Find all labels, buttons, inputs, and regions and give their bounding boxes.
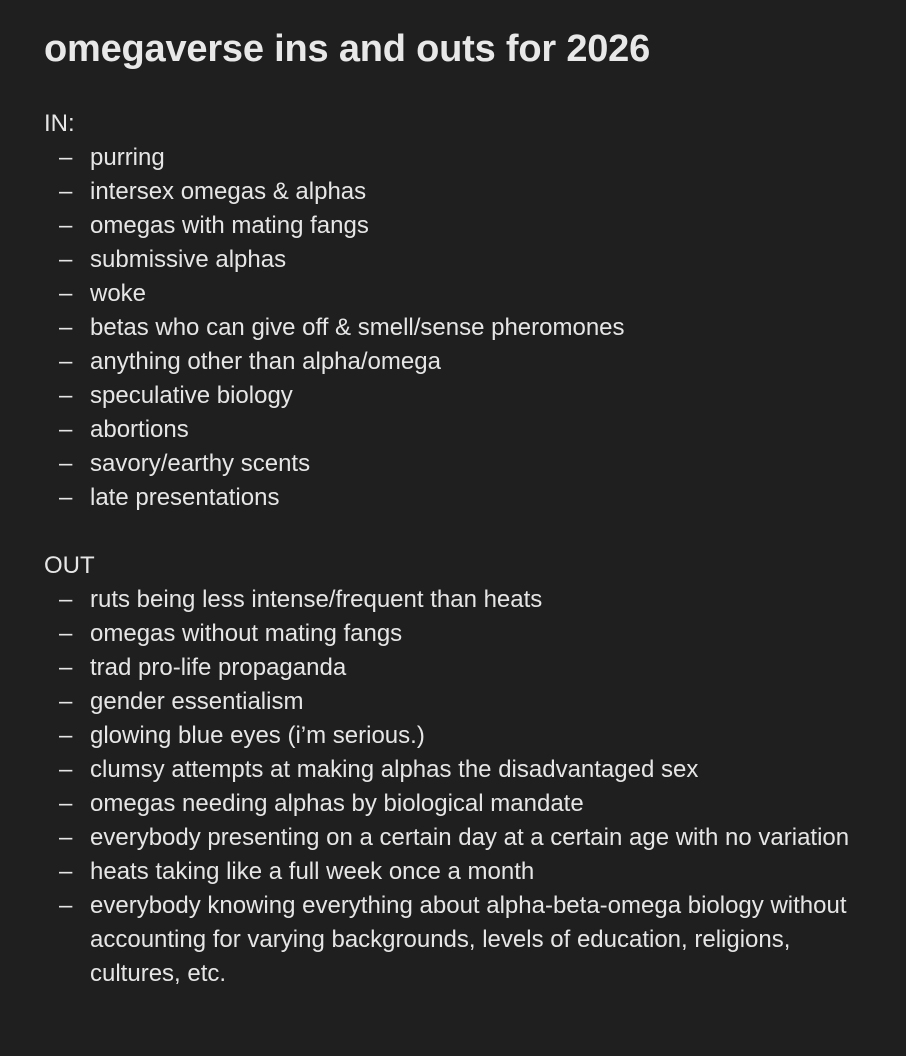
bullet-dash: – [59, 246, 73, 273]
list-item [44, 243, 886, 277]
list-item-text: ruts being less intense/frequent than heats [90, 586, 543, 613]
list-item-text: trad pro-life propaganda [90, 654, 347, 681]
list-item [44, 651, 886, 685]
list-item-text: intersex omegas & alphas [90, 178, 367, 205]
in-section-label: IN: [44, 110, 75, 137]
in-list [44, 141, 886, 515]
list-item-text: anything other than alpha/omega [90, 348, 441, 375]
bullet-dash: – [59, 892, 73, 919]
list-item [44, 277, 886, 311]
list-item-text: omegas needing alphas by biological mandate [90, 790, 584, 817]
list-item-text: purring [90, 144, 165, 171]
list-item-text: everybody knowing everything about alpha-beta-omega biology without accounting for varying backgrounds, levels of education, religions, cultures, etc. [90, 892, 847, 987]
list-item [44, 481, 886, 515]
bullet-dash: – [59, 654, 73, 681]
list-item [44, 141, 886, 175]
note-title: omegaverse ins and outs for 2026 [44, 28, 651, 70]
bullet-dash: – [59, 144, 73, 171]
bullet-dash: – [59, 212, 73, 239]
list-item [44, 787, 886, 821]
bullet-dash: – [59, 790, 73, 817]
list-item [44, 889, 886, 991]
bullet-dash: – [59, 722, 73, 749]
bullet-dash: – [59, 620, 73, 647]
bullet-dash: – [59, 824, 73, 851]
bullet-dash: – [59, 178, 73, 205]
list-item [44, 379, 886, 413]
list-item [44, 209, 886, 243]
list-item-text: speculative biology [90, 382, 293, 409]
list-item [44, 175, 886, 209]
bullet-dash: – [59, 450, 73, 477]
out-section-label: OUT [44, 552, 95, 579]
bullet-dash: – [59, 348, 73, 375]
bullet-dash: – [59, 314, 73, 341]
list-item [44, 413, 886, 447]
list-item [44, 685, 886, 719]
list-item-text: gender essentialism [90, 688, 304, 715]
list-item [44, 583, 886, 617]
list-item [44, 311, 886, 345]
list-item [44, 821, 886, 855]
bullet-dash: – [59, 858, 73, 885]
bullet-dash: – [59, 484, 73, 511]
list-item [44, 855, 886, 889]
list-item-text: abortions [90, 416, 189, 443]
list-item-text: glowing blue eyes (i’m serious.) [90, 722, 425, 749]
bullet-dash: – [59, 416, 73, 443]
out-list [44, 583, 886, 991]
list-item-text: submissive alphas [90, 246, 287, 273]
list-item [44, 447, 886, 481]
list-item-text: woke [90, 280, 147, 307]
bullet-dash: – [59, 756, 73, 783]
bullet-dash: – [59, 382, 73, 409]
list-item [44, 617, 886, 651]
bullet-dash: – [59, 586, 73, 613]
list-item-text: omegas without mating fangs [90, 620, 403, 647]
list-item-text: clumsy attempts at making alphas the disadvantaged sex [90, 756, 699, 783]
list-item-text: omegas with mating fangs [90, 212, 369, 239]
list-item [44, 719, 886, 753]
bullet-dash: – [59, 688, 73, 715]
list-item [44, 753, 886, 787]
bullet-dash: – [59, 280, 73, 307]
list-item-text: heats taking like a full week once a month [90, 858, 535, 885]
list-item-text: betas who can give off & smell/sense pheromones [90, 314, 625, 341]
list-item-text: late presentations [90, 484, 280, 511]
list-item-text: everybody presenting on a certain day at a certain age with no variation [90, 824, 850, 851]
list-item [44, 345, 886, 379]
list-item-text: savory/earthy scents [90, 450, 311, 477]
